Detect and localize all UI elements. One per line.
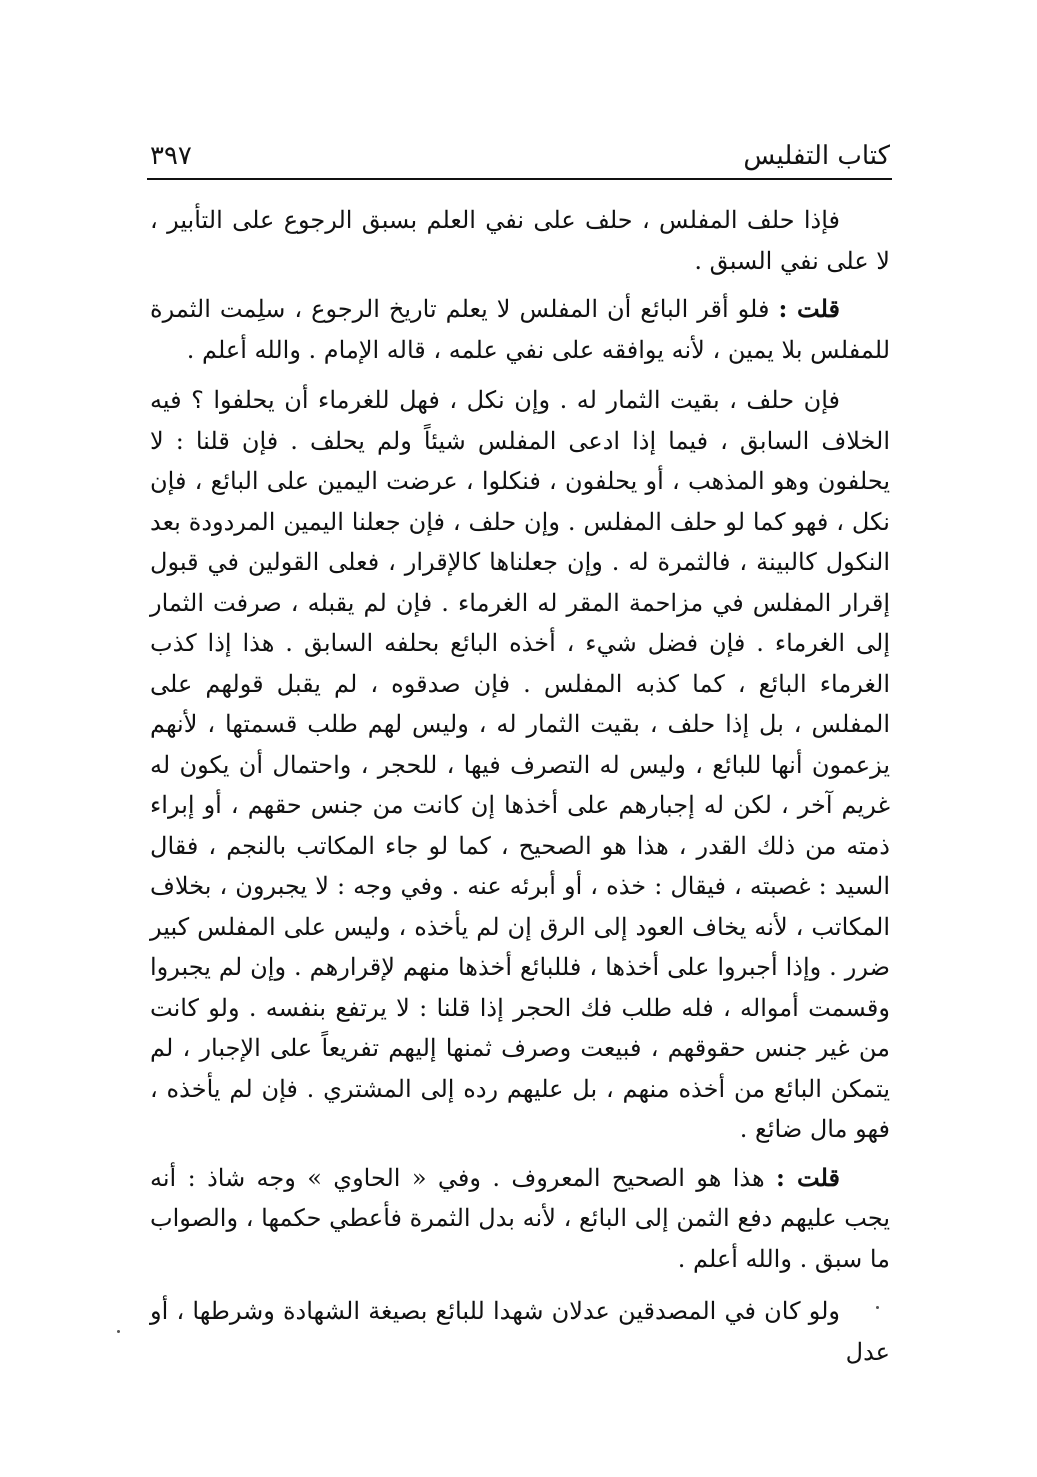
page-header	[150, 138, 890, 178]
paragraph-5	[150, 1291, 890, 1372]
paragraph-2-text: فلو أقر البائع أن المفلس لا يعلم تاريخ الرجوع ، سلِمت الثمرة للمفلس بلا يمين ، لأنه يوافقه على نفي علمه ، قاله الإمام . والله أعلم .	[150, 295, 890, 364]
scan-speck	[876, 1306, 879, 1309]
running-title: كتاب التفليس	[743, 141, 890, 171]
page-number: ٣٩٧	[150, 141, 192, 171]
scan-speck	[117, 1330, 120, 1333]
paragraph-5-text: ولو كان في المصدقين عدلان شهدا للبائع بصيغة الشهادة وشرطها ، أو عدل	[150, 1297, 890, 1366]
page-body	[150, 200, 890, 1382]
paragraph-4-text: هذا هو الصحيح المعروف . وفي « الحاوي » وجه شاذ : أنه يجب عليهم دفع الثمن إلى البائع ، لأنه بدل الثمرة فأعطي حكمها ، والصواب ما سبق . والله أعلم .	[150, 1163, 891, 1273]
paragraph-2-lead: قلت :	[778, 294, 840, 323]
paragraph-4-lead: قلت :	[776, 1162, 840, 1192]
paragraph-1-text: فإذا حلف المفلس ، حلف على نفي العلم بسبق الرجوع على التأبير ، لا على نفي السبق .	[150, 206, 890, 275]
paragraph-3-text: فإن حلف ، بقيت الثمار له . وإن نكل ، فهل للغرماء أن يحلفوا ؟ فيه الخلاف السابق ، فيما إذا ادعى المفلس شيئاً ولم يحلف . فإن قلنا : لا يحلفون وهو المذهب ، أو يحلفون ، فنكلوا ، عرضت اليمين على البائع ، فإن نكل ، فهو كما لو حلف المفلس . وإن حلف ، فإن جعلنا اليمين المردودة بعد النكول كالبينة ، فالثمرة له . وإن جعلناها كالإقرار ، فعلى القولين في قبول إقرار المفلس في مزاحمة المقر له الغرماء . فإن لم يقبله ، صرفت الثمار إلى الغرماء . فإن فضل شيء ، أخذه البائع بحلفه السابق . هذا إذا كذب الغرماء البائع ، كما كذبه المفلس . فإن صدقوه ، لم يقبل قولهم على المفلس ، بل إذا حلف ، بقيت الثمار له ، وليس لهم طلب قسمتها ، لأنهم يزعمون أنها للبائع ، وليس له التصرف فيها ، للحجر ، واحتمال أن يكون له غريم آخر ، لكن له إجبارهم على أخذها إن كانت من جنس حقهم ، أو إبراء ذمته من ذلك القدر ، هذا هو الصحيح ، كما لو جاء المكاتب بالنجم ، فقال السيد : غصبته ، فيقال : خذه ، أو أبرئه عنه . وفي وجه : لا يجبرون ، بخلاف المكاتب ، لأنه يخاف العود إلى الرق إن لم يأخذه ، وليس على المفلس كبير ضرر . وإذا أجبروا على أخذها ، فللبائع أخذها منهم لإقرارهم . وإن لم يجبروا وقسمت أمواله ، فله طلب فك الحجر إذا قلنا : لا يرتفع بنفسه . ولو كانت من غير جنس حقوقهم ، فبيعت وصرف ثمنها إليهم تفريعاً على الإجبار ، لم يتمكن البائع من أخذه منهم ، بل عليهم رده إلى المشتري . فإن لم يأخذه ، فهو مال ضائع .	[150, 386, 891, 1143]
paragraph-4	[150, 1158, 890, 1280]
header-rule	[147, 178, 892, 180]
paragraph-1	[150, 200, 890, 281]
paragraph-2	[150, 289, 890, 370]
paragraph-3	[150, 380, 890, 1150]
